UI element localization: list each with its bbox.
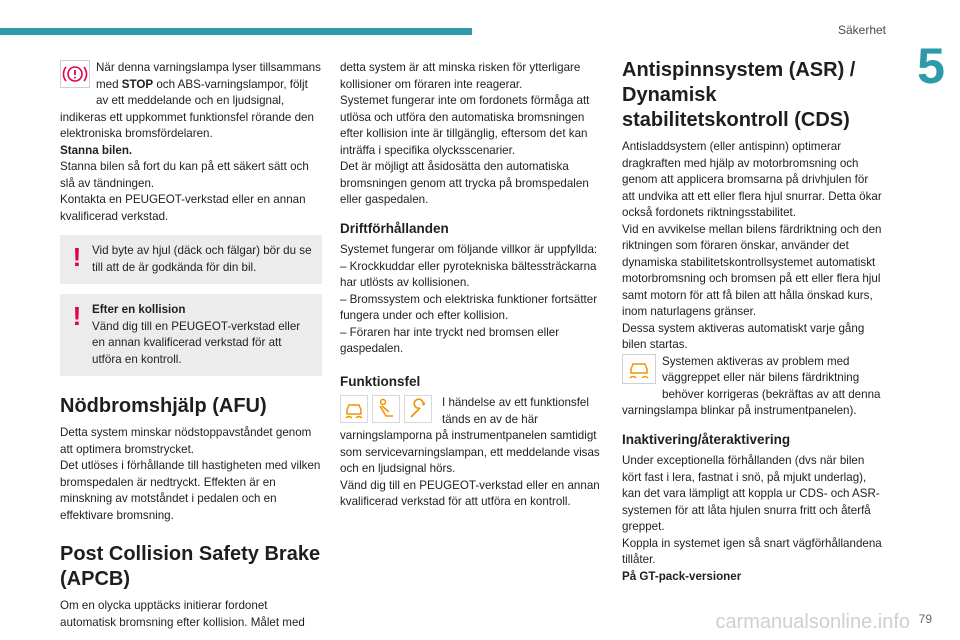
header-accent-bar <box>0 28 472 35</box>
section-title: Säkerhet <box>837 23 886 37</box>
apcb-availability: Systemet fungerar inte om fordonets förmåga att utlösa och utföra den automatiska bromsningen efter kollision inte är tillgänglig, eftersom det kan inträffa i specifika olycksscenarier. <box>340 94 590 157</box>
inakt-heading: Inaktivering/återaktivering <box>622 431 791 447</box>
apcb-text: Om en olycka upptäcks initierar fordonet automatisk bromsning efter kollision. Målet med <box>60 599 305 629</box>
warning-title: Efter en kollision <box>92 303 186 316</box>
warning-box-wheels: ! Vid byte av hjul (däck och fälgar) bör du se till att de är godkända för din bil. <box>60 235 322 284</box>
column-1 <box>60 60 322 631</box>
asr-heading: Antispinnsystem (ASR) / Dynamisk stabilitetskontroll (CDS) <box>622 59 856 131</box>
skid-car-icon <box>340 395 368 423</box>
apcb-override: Det är möjligt att åsidosätta den automatiska bromsningen genom att trycka på bromspedalen eller gaspedalen. <box>340 160 589 206</box>
drift-intro: Systemet fungerar om följande villkor är uppfyllda: <box>340 243 598 256</box>
fel-text-2: Vänd dig till en PEUGEOT-verkstad eller en annan kvalificerad verkstad för att utföra en kontroll. <box>340 478 600 508</box>
wrench-icon <box>404 395 432 423</box>
asr-text-1: Antisladdsystem (eller antispinn) optimerar dragkraften med hjälp av motorbromsning och genom att applicera bromsarna på drivhjulen för att undvika att ett eller flera hjul snurrar. Detta ökar också fordonets riktningsstabilitet. <box>622 140 882 219</box>
afu-text-1: Detta system minskar nödstoppavståndet genom att optimera bromstrycket. <box>60 426 312 456</box>
page-number: 79 <box>918 612 932 626</box>
chapter-number: 5 <box>902 38 960 96</box>
contact-text: Kontakta en PEUGEOT-verkstad eller en annan kvalificerad verkstad. <box>60 193 306 223</box>
drift-heading: Driftförhållanden <box>340 220 449 236</box>
afu-heading: Nödbromshjälp (AFU) <box>60 395 267 417</box>
inakt-text-2: Koppla in systemet igen så snart vägförhållandena tillåter. <box>622 536 882 566</box>
gt-pack-heading: På GT-pack-versioner <box>622 569 742 583</box>
drift-item: – Föraren har inte tryckt ned bromsen eller gaspedalen. <box>340 325 560 355</box>
brake-warning-icon <box>60 60 90 94</box>
warning-box-collision: ! Efter en kollision Vänd dig till en PEUGEOT-verkstad eller en annan kvalificerad verkstad för att utföra en kontroll. <box>60 294 322 376</box>
watermark-url: carmanualsonline.info <box>715 611 910 633</box>
exclamation-icon: ! <box>72 242 82 272</box>
asr-text-4: Systemen aktiveras av problem med väggreppet eller när bilens färdriktning behöver korrigeras (bekräftas av att denna varningslampa blinkar på instrumentpanelen). <box>622 354 881 417</box>
stop-heading: Stanna bilen. <box>60 143 133 157</box>
column-2 <box>340 60 602 511</box>
asr-text-3: Dessa system aktiveras automatiskt varje gång bilen startas. <box>622 321 865 351</box>
inakt-text-1: Under exceptionella förhållanden (dvs när bilen kört fast i lera, fastnat i snö, på mjukt underlag), kan det vara lämpligt att koppla ur CDS- och ASR-systemen för att låta hjulen snurra fritt och återfå greppet. <box>622 454 880 533</box>
fel-text: I händelse av ett funktionsfel tänds en av de här varningslamporna på instrumentpanelen samtidigt som servicevarningslampan, ett meddelande visas och en ljudsignal hörs. <box>340 396 600 475</box>
apcb-heading: Post Collision Safety Brake (APCB) <box>60 543 321 590</box>
afu-text-2: Det utlöses i förhållande till hastigheten med vilken bromspedalen är nedtryckt. Effekten är en minskning av motståndet i pedalen och en effektivare bromsning. <box>60 459 321 522</box>
exclamation-icon: ! <box>72 301 82 331</box>
drift-item: – Bromssystem och elektriska funktioner fortsätter fungera under och efter kollision. <box>340 292 598 322</box>
seatbelt-person-icon <box>372 395 400 423</box>
skid-car-icon <box>622 354 656 390</box>
warning-lamp-paragraph: När denna varningslampa lyser tillsammans med STOP och ABS-varningslampor, följt av ett meddelande och en ljudsignal, indikeras ett uppkommet funktionsfel rörande den elektroniska bromsfördelaren. <box>60 61 321 140</box>
stop-text: Stanna bilen så fort du kan på ett säkert sätt och slå av tändningen. <box>60 160 309 190</box>
column-3 <box>622 58 884 585</box>
warning-icons-row <box>340 395 436 423</box>
apcb-text-cont: detta system är att minska risken för ytterligare kollisioner om föraren inte reagerar. <box>340 61 581 91</box>
asr-text-2: Vid en avvikelse mellan bilens färdriktning och den riktningen som föraren önskar, använder det dynamiska stabilitetskontrollsystemet automatiskt motorbromsning och bromsen på ett eller flera hjul samt motorn för att få bilen att hålla önskad kurs, inom naturlagens gränser. <box>622 222 882 318</box>
fel-heading: Funktionsfel <box>340 373 421 389</box>
drift-item: – Krockkuddar eller pyrotekniska bältessträckarna har utlösts av kollisionen. <box>340 259 597 289</box>
